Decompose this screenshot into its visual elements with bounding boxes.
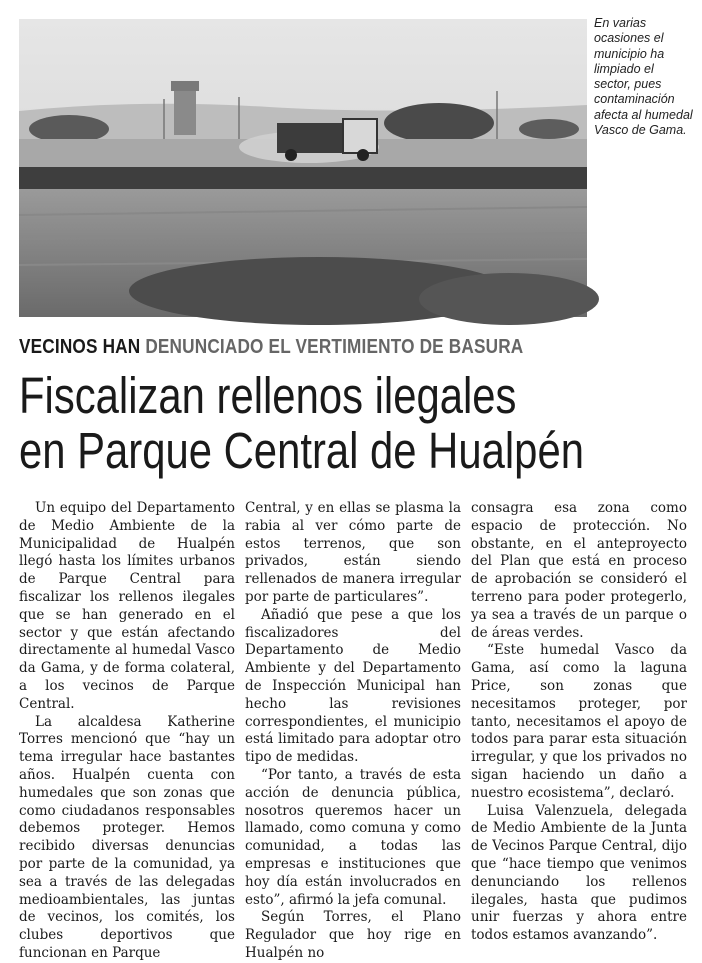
- kicker: [19, 336, 593, 359]
- news-photo: [19, 19, 587, 317]
- truck-field-image: [19, 19, 587, 317]
- paragraph: Según Torres, el Plano Regulador que hoy rige en Hualpén no: [245, 909, 461, 961]
- column-2: [245, 500, 461, 961]
- paragraph: consagra esa zona como espacio de protección. No obstante, en el anteproyecto del Plan que está en proceso de aprobación se consideró el terreno para poder protegerlo, ya sea a través de un parque o de áreas verdes.: [471, 500, 687, 641]
- kicker-lead: VECINOS HAN: [19, 336, 141, 358]
- paragraph: “Este humedal Vasco da Gama, así como la laguna Price, son zonas que necesitamos proteger, por tanto, necesitamos el apoyo de todos para parar esta situación irregular, y que los privados no sigan haciendo un daño a nuestro ecosistema”, declaró.: [471, 642, 687, 801]
- paragraph: Añadió que pese a que los fiscalizadores del Departamento de Medio Ambiente y del Departamento de Inspección Municipal han hecho las revisiones correspondientes, el municipio está limitado para adoptar otro tipo de medidas.: [245, 606, 461, 766]
- paragraph: “Por tanto, a través de esta acción de denuncia pública, nosotros queremos hacer un llamado, como comuna y como comunidad, a todas las empresas e instituciones que hoy día están involucrados en esto”, afirmó la jefa comunal.: [245, 766, 461, 908]
- headline-line-1: Fiscalizan rellenos ilegales: [19, 367, 517, 424]
- paragraph: La alcaldesa Katherine Torres mencionó que “hay un tema irregular hace bastantes años. Hualpén cuenta con humedales que son zonas que como ciudadanos responsables debemos proteger. Hemos recibido diversas denuncias por parte de la comunidad, ya sea a través de las delegadas medioambientales, las juntas de vecinos, los comités, los clubes deportivos que funcionan en Parque: [19, 713, 235, 961]
- photo-caption: En varias ocasiones el municipio ha limpiado el sector, pues contaminación afecta al humedal Vasco de Gama.: [594, 16, 693, 138]
- column-3: [471, 500, 687, 944]
- column-1: [19, 500, 235, 961]
- headline: [19, 368, 593, 478]
- paragraph: Un equipo del Departamento de Medio Ambiente de la Municipalidad de Hualpén llegó hasta los límites urbanos de Parque Central para fiscalizar los rellenos ilegales que se han generado en el sector y que están afectando directamente al humedal Vasco da Gama, y de forma colateral, a los vecinos de Parque Central.: [19, 500, 235, 712]
- article-body: [19, 500, 687, 961]
- paragraph: Central, y en ellas se plasma la rabia al ver cómo parte de estos terrenos, que son privados, están siendo rellenados de manera irregular por parte de particulares”.: [245, 500, 461, 605]
- headline-line-2: en Parque Central de Hualpén: [19, 422, 584, 479]
- paragraph: Luisa Valenzuela, delegada de Medio Ambiente de la Junta de Vecinos Parque Central, dijo que “hace tiempo que venimos denunciando los rellenos ilegales, hasta que pudimos unir fuerzas y ahora entre todos estamos avanzando”.: [471, 802, 687, 944]
- kicker-rest: DENUNCIADO EL VERTIMIENTO DE BASURA: [145, 336, 524, 358]
